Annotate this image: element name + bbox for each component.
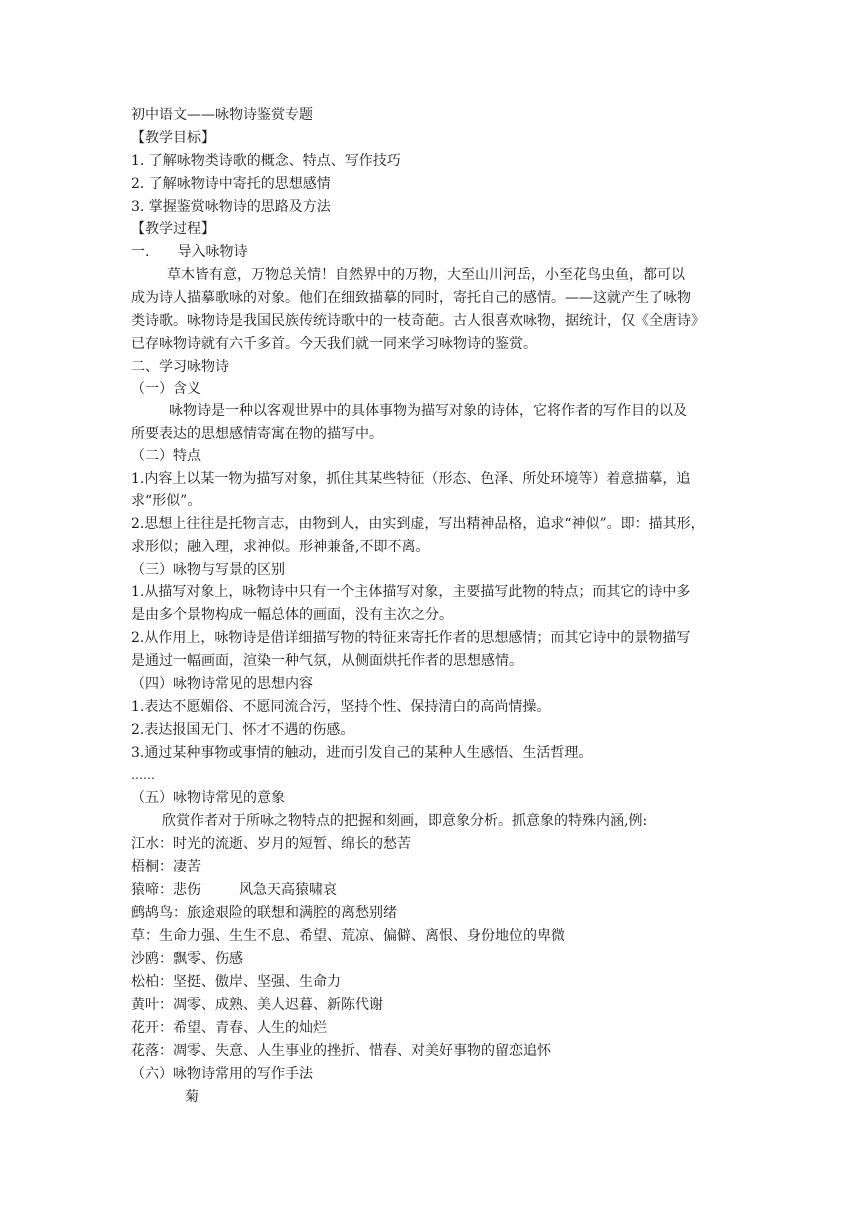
- difference-line-3: 2.从作用上，咏物诗是借详细描写物的特征来寄托作者的思想感情；而其它诗中的景物描写: [131, 630, 691, 646]
- content-line-1: 1.表达不愿媚俗、不愿同流合污，坚持个性、保持清白的高尚情操。: [131, 699, 551, 715]
- imagery-item-wutong: 梧桐：凄苦: [131, 859, 201, 875]
- section-1-heading: [131, 242, 247, 262]
- content-line-2: 2.表达报国无门、怀才不遇的伤感。: [131, 722, 355, 738]
- subsection-1-heading: （一）含义: [131, 381, 201, 397]
- difference-line-4: 是通过一幅画面，渲染一种气氛，从侧面烘托作者的思想感情。: [131, 653, 523, 669]
- subsection-4-heading: （四）咏物诗常见的思想内容: [131, 676, 313, 692]
- imagery-item-yuanti-text: 猿啼：悲伤: [131, 882, 201, 898]
- imagery-item-zhegu: 鹧鸪鸟：旅途艰险的联想和满腔的离愁别绪: [131, 905, 397, 921]
- subsection-5-heading: （五）咏物诗常见的意象: [131, 790, 285, 806]
- imagery-item-jiangshui: 江水：时光的流逝、岁月的短暂、绵长的愁苦: [131, 836, 411, 852]
- feature-line-2: 求“形似”。: [131, 493, 202, 509]
- difference-line-2: 是由多个景物构成一幅总体的画面，没有主次之分。: [131, 607, 453, 623]
- imagery-item-yuanti: [131, 880, 337, 900]
- intro-line-2: 成为诗人描摹歌咏的对象。他们在细致描摹的同时，寄托自己的感情。——这就产生了咏物: [131, 290, 691, 306]
- technique-first-line: 菊: [185, 1089, 199, 1105]
- imagery-item-hualuo: 花落：凋零、失意、人生事业的挫折、惜春、对美好事物的留恋追怀: [131, 1043, 551, 1059]
- goal-2: 2. 了解咏物诗中寄托的思想感情: [131, 176, 331, 192]
- imagery-intro: 欣赏作者对于所咏之物特点的把握和刻画，即意象分析。抓意象的特殊内涵,例:: [162, 813, 648, 829]
- intro-line-1: 草木皆有意，万物总关情！自然界中的万物，大至山川河岳，小至花鸟虫鱼，都可以: [167, 267, 685, 283]
- subsection-2-heading: （二）特点: [131, 448, 201, 464]
- goal-1: 1. 了解咏物类诗歌的概念、特点、写作技巧: [131, 153, 401, 169]
- definition-line-2: 所要表达的思想感情寄寓在物的描写中。: [131, 426, 383, 442]
- intro-line-3: 类诗歌。咏物诗是我国民族传统诗歌中的一枝奇葩。古人很喜欢咏物，据统计，仅《全唐诗》: [131, 313, 705, 329]
- heading-process: 【教学过程】: [131, 221, 215, 237]
- heading-goals: 【教学目标】: [131, 130, 215, 146]
- section-1-title: 导入咏物诗: [177, 244, 248, 260]
- imagery-item-shaou: 沙鸥：飘零、伤感: [131, 951, 243, 967]
- imagery-item-cao: 草：生命力强、生生不息、希望、荒凉、偏僻、离恨、身份地位的卑微: [131, 928, 565, 944]
- difference-line-1: 1.从描写对象上，咏物诗中只有一个主体描写对象，主要描写此物的特点；而其它的诗中多: [131, 584, 691, 600]
- section-2-heading: 二、学习咏物诗: [131, 359, 229, 375]
- feature-line-3: 2.思想上往往是托物言志，由物到人，由实到虚，写出精神品格，追求“神似”。即：描其形，: [131, 516, 705, 532]
- poem-quote: 风急天高猿啸哀: [239, 882, 337, 898]
- imagery-item-huakai: 花开：希望、青春、人生的灿烂: [131, 1020, 327, 1036]
- doc-title: 初中语文——咏物诗鉴赏专题: [131, 107, 313, 123]
- imagery-item-songbai: 松柏：坚挺、傲岸、坚强、生命力: [131, 974, 341, 990]
- subsection-6-heading: （六）咏物诗常用的写作手法: [131, 1066, 313, 1082]
- section-1-number: 一.: [131, 244, 150, 260]
- subsection-3-heading: （三）咏物与写景的区别: [131, 562, 285, 578]
- feature-line-4: 求形似；融入理，求神似。形神兼备,不即不离。: [131, 539, 430, 555]
- goal-3: 3. 掌握鉴赏咏物诗的思路及方法: [131, 199, 331, 215]
- content-line-3: 3.通过某种事物或事情的触动，进而引发自己的某种人生感悟、生活哲理。: [131, 745, 593, 761]
- ellipsis-line: ……: [131, 768, 155, 782]
- intro-line-4: 已存咏物诗就有六千多首。今天我们就一同来学习咏物诗的鉴赏。: [131, 336, 537, 352]
- imagery-item-huangye: 黄叶：凋零、成熟、美人迟暮、新陈代谢: [131, 997, 383, 1013]
- definition-line-1: 咏物诗是一种以客观世界中的具体事物为描写对象的诗体，它将作者的写作目的以及: [169, 403, 687, 419]
- feature-line-1: 1.内容上以某一物为描写对象，抓住其某些特征（形态、色泽、所处环境等）着意描摹，追: [131, 471, 691, 487]
